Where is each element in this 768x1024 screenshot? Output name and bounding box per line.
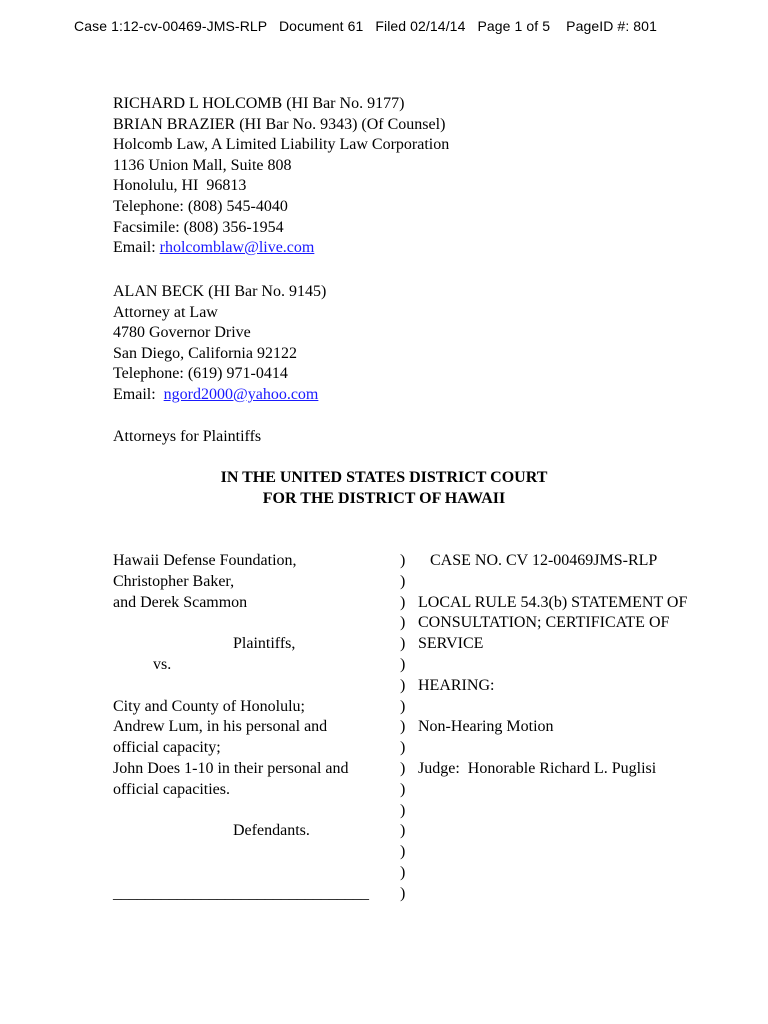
caption-right-line [418, 697, 738, 718]
paren: ) [400, 863, 406, 881]
paren: ) [400, 884, 406, 902]
court-title-line2: FOR THE DISTRICT OF HAWAII [262, 490, 506, 507]
paren: ) [400, 572, 406, 590]
paren: ) [400, 676, 406, 694]
caption-left-line: John Does 1-10 in their personal and [113, 759, 349, 777]
counsel-line: Telephone: (808) 545-4040 [113, 197, 288, 215]
page-id: PageID #: 801 [566, 18, 657, 34]
paren: ) [400, 655, 406, 673]
caption-left-line: Andrew Lum, in his personal and [113, 718, 328, 736]
caption-paren-column [400, 551, 410, 905]
email-line [113, 385, 326, 406]
caption-left-line: Plaintiffs, [113, 635, 296, 653]
counsel-line: ALAN BECK (HI Bar No. 9145) [113, 283, 327, 300]
caption-left-line [113, 613, 393, 634]
counsel-line: Holcomb Law, A Limited Liability Law Corporation [113, 136, 450, 154]
judge-line: Judge: Honorable Richard L. Puglisi [418, 759, 657, 777]
email-link-holcomb[interactable]: rholcomblaw@live.com [159, 239, 315, 257]
caption-left-line: vs. [113, 655, 172, 673]
paren: ) [400, 822, 406, 840]
counsel-line: Attorney at Law [113, 303, 218, 321]
document-title-line: SERVICE [418, 635, 484, 653]
page-number: Page 1 of 5 [477, 18, 551, 34]
caption-left-line: Hawaii Defense Foundation, [113, 552, 297, 569]
court-title-line1: IN THE UNITED STATES DISTRICT COURT [220, 469, 548, 486]
counsel-line: BRIAN BRAZIER (HI Bar No. 9343) (Of Counsel) [113, 115, 446, 133]
caption-left-line: Defendants. [113, 822, 310, 840]
email-label: Email: [113, 385, 164, 403]
counsel-line: Honolulu, HI 96813 [113, 177, 247, 195]
counsel-line: 1136 Union Mall, Suite 808 [113, 156, 292, 174]
attorneys-for [113, 427, 261, 448]
paren: ) [400, 739, 406, 757]
caption-case-info [418, 551, 738, 780]
case-number-line: CASE NO. CV 12-00469JMS-RLP [418, 552, 658, 569]
caption-right-line [418, 572, 738, 593]
caption-left-line [113, 676, 393, 697]
counsel-line: 4780 Governor Drive [113, 324, 251, 342]
caption-left-line [113, 801, 393, 822]
caption-left-line: official capacities. [113, 780, 230, 798]
counsel-block-holcomb [113, 94, 449, 259]
counsel-line: Telephone: (619) 971-0414 [113, 365, 288, 383]
counsel-line: Facsimile: (808) 356-1954 [113, 218, 284, 236]
email-line [113, 238, 449, 259]
counsel-block-beck [113, 282, 326, 406]
caption-left-line [113, 863, 393, 884]
paren: ) [400, 843, 406, 861]
paren: ) [400, 718, 406, 736]
document-title-line: LOCAL RULE 54.3(b) STATEMENT OF [418, 593, 688, 611]
caption-right-line [418, 655, 738, 676]
paren: ) [400, 635, 406, 653]
paren: ) [400, 593, 406, 611]
caption-left-line [113, 842, 393, 863]
paren: ) [400, 697, 406, 715]
paren: ) [400, 759, 406, 777]
counsel-line: San Diego, California 92122 [113, 344, 297, 362]
paren: ) [400, 780, 406, 798]
paren: ) [400, 614, 406, 632]
document-number: Document 61 [278, 18, 364, 34]
paren: ) [400, 801, 406, 819]
caption-left-line: Christopher Baker, [113, 572, 235, 590]
document-title-line: CONSULTATION; CERTIFICATE OF [418, 614, 670, 632]
case-number: Case 1:12-cv-00469-JMS-RLP [74, 18, 267, 34]
hearing-type: Non-Hearing Motion [418, 718, 554, 736]
case-header [74, 18, 768, 34]
caption-left-line: ________________________________ [113, 884, 369, 902]
paren: ) [400, 552, 406, 569]
filed-date: Filed 02/14/14 [375, 18, 466, 34]
email-link-beck[interactable]: ngord2000@yahoo.com [163, 385, 319, 403]
caption-left-line: City and County of Honolulu; [113, 697, 305, 715]
hearing-label: HEARING: [418, 676, 495, 694]
caption-right-line [418, 738, 738, 759]
caption-parties [113, 551, 393, 905]
court-title [0, 467, 768, 509]
counsel-line: RICHARD L HOLCOMB (HI Bar No. 9177) [113, 95, 405, 112]
email-label: Email: [113, 239, 160, 257]
caption-left-line: and Derek Scammon [113, 593, 248, 611]
attorneys-for-text: Attorneys for Plaintiffs [113, 428, 262, 445]
caption-left-line: official capacity; [113, 739, 221, 757]
